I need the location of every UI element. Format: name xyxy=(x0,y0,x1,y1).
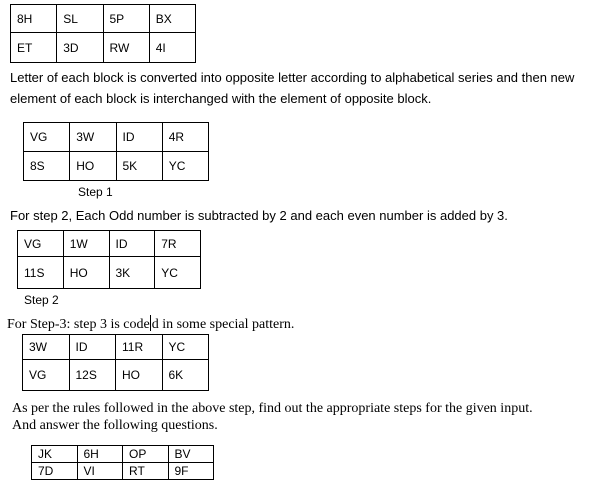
table-cell: 4I xyxy=(149,33,195,63)
table-cell: ET xyxy=(11,33,57,63)
table-cell: 7R xyxy=(155,231,201,257)
table-cell: RT xyxy=(123,463,169,480)
table-cell: 11R xyxy=(116,335,163,360)
instruction-3-text-b: d in some special pattern. xyxy=(151,317,295,332)
table-cell: 6H xyxy=(77,446,123,463)
table-row xyxy=(11,5,196,33)
instruction-1-line-1: Letter of each block is converted into opposite letter according to alphabetical series and then new xyxy=(10,70,575,85)
table-row xyxy=(11,33,196,63)
table-row xyxy=(24,123,209,152)
table-cell: BX xyxy=(149,5,195,33)
table-cell: YC xyxy=(155,257,201,289)
question-line-1: As per the rules followed in the above step, find out the appropriate steps for the given input. xyxy=(12,401,533,416)
table-row xyxy=(24,152,209,181)
table-cell: 3K xyxy=(109,257,155,289)
instruction-1-line-2: element of each block is interchanged with the element of opposite block. xyxy=(10,91,432,106)
table-cell: VG xyxy=(24,123,70,152)
table-cell: 5P xyxy=(103,5,149,33)
table-cell: 8S xyxy=(24,152,70,181)
question-input-table xyxy=(31,445,214,480)
table-cell: JK xyxy=(32,446,78,463)
step-1-table xyxy=(23,122,209,181)
table-cell: 3D xyxy=(57,33,103,63)
table-cell: YC xyxy=(162,152,208,181)
table-cell: RW xyxy=(103,33,149,63)
table-cell: 3W xyxy=(70,123,116,152)
table-row xyxy=(23,360,209,391)
table-row xyxy=(32,463,214,480)
table-cell: ID xyxy=(116,123,162,152)
table-row xyxy=(23,335,209,360)
table-cell: 11S xyxy=(18,257,64,289)
step-3-table xyxy=(22,334,209,391)
table-row xyxy=(18,231,201,257)
table-cell: 9F xyxy=(168,463,214,480)
table-cell: ID xyxy=(69,335,116,360)
table-cell: SL xyxy=(57,5,103,33)
table-cell: 5K xyxy=(116,152,162,181)
table-cell: 1W xyxy=(63,231,109,257)
instruction-3 xyxy=(7,315,294,332)
table-cell: VG xyxy=(18,231,64,257)
table-cell: 7D xyxy=(32,463,78,480)
table-row xyxy=(18,257,201,289)
table-cell: 12S xyxy=(69,360,116,391)
table-cell: BV xyxy=(168,446,214,463)
table-row xyxy=(32,446,214,463)
table-cell: 8H xyxy=(11,5,57,33)
table-cell: VG xyxy=(23,360,70,391)
table-cell: HO xyxy=(63,257,109,289)
instruction-2: For step 2, Each Odd number is subtracted by 2 and each even number is added by 3. xyxy=(10,208,508,223)
table-cell: 3W xyxy=(23,335,70,360)
table-cell: ID xyxy=(109,231,155,257)
question-line-2: And answer the following questions. xyxy=(12,418,218,433)
table-cell: 4R xyxy=(162,123,208,152)
instruction-3-text-a: For Step-3: step 3 is code xyxy=(7,317,150,332)
table-cell: OP xyxy=(123,446,169,463)
step-1-caption: Step 1 xyxy=(78,185,113,199)
table-cell: VI xyxy=(77,463,123,480)
table-cell: HO xyxy=(70,152,116,181)
input-table xyxy=(10,4,196,63)
step-2-table xyxy=(17,230,201,289)
table-cell: HO xyxy=(116,360,163,391)
step-2-caption: Step 2 xyxy=(24,293,59,307)
table-cell: 6K xyxy=(162,360,209,391)
table-cell: YC xyxy=(162,335,209,360)
